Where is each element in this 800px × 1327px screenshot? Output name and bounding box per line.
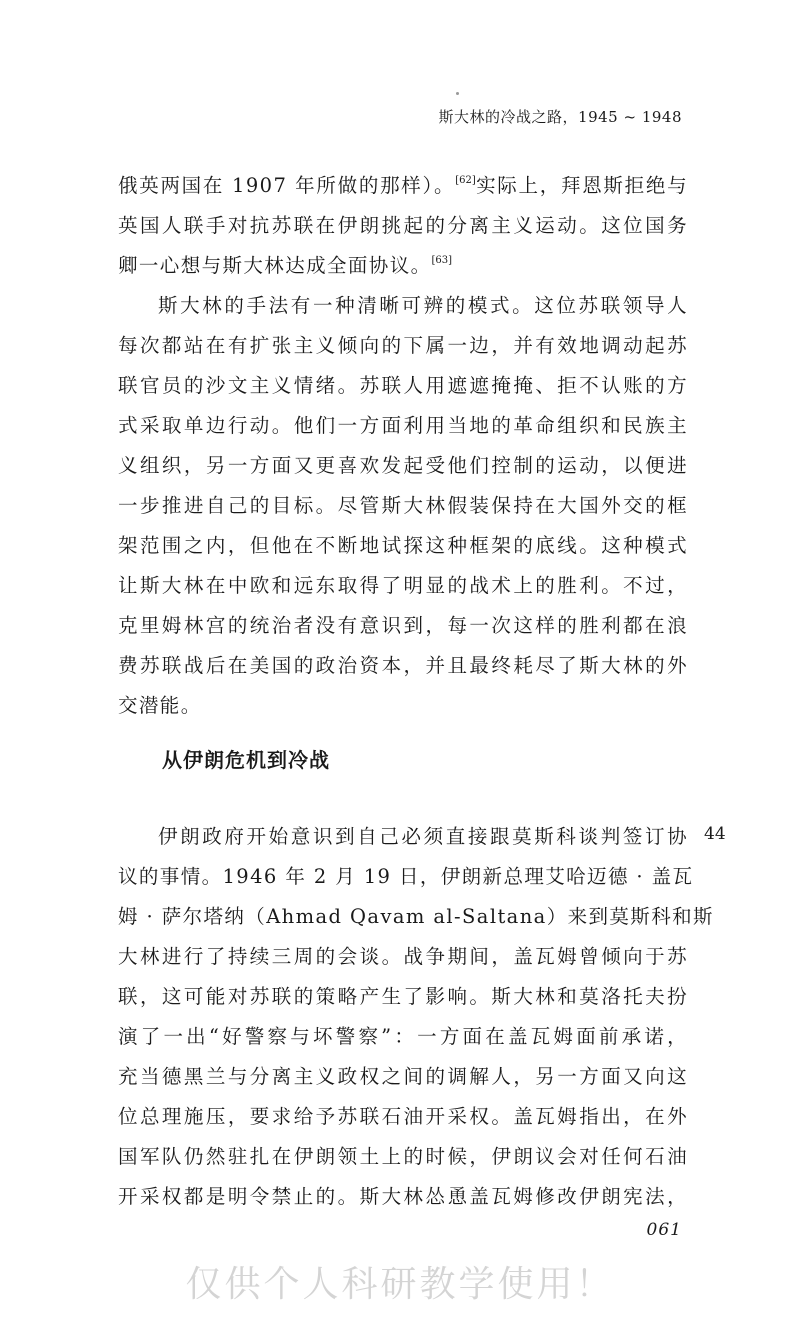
- text-line: 一步推进自己的目标。尽管斯大林假装保持在大国外交的框: [118, 494, 688, 517]
- text-line: 卿一心想与斯大林达成全面协议。[63]: [118, 254, 453, 277]
- watermark: 仅供个人科研教学使用！: [185, 1264, 615, 1305]
- text-line: 义组织，另一方面又更喜欢发起受他们控制的运动，以便进: [118, 454, 688, 477]
- paragraph-iran-crisis: [118, 817, 714, 1217]
- page-number: 061: [646, 1220, 682, 1240]
- text-line: 费苏联战后在美国的政治资本，并且最终耗尽了斯大林的外: [118, 654, 688, 677]
- running-header: 斯大林的冷战之路，1945 ~ 1948: [438, 108, 682, 126]
- text-line: 伊朗政府开始意识到自己必须直接跟莫斯科谈判签订协: [158, 825, 688, 848]
- text-line: 联，这可能对苏联的策略产生了影响。斯大林和莫洛托夫扮: [118, 985, 688, 1008]
- footnote-ref-62[interactable]: [62]: [455, 175, 476, 186]
- text-line: 式采取单边行动。他们一方面利用当地的革命组织和民族主: [118, 414, 688, 437]
- text-line: 大林进行了持续三周的会谈。战争期间，盖瓦姆曾倾向于苏: [118, 945, 688, 968]
- section-heading: 从伊朗危机到冷战: [162, 748, 330, 772]
- text-line: 演了一出“好警察与坏警察”：一方面在盖瓦姆面前承诺，: [118, 1025, 688, 1048]
- text-line: 克里姆林宫的统治者没有意识到，每一次这样的胜利都在浪: [118, 614, 688, 637]
- text-line: 联官员的沙文主义情绪。苏联人用遮遮掩掩、拒不认账的方: [118, 374, 688, 397]
- footnote-ref-63[interactable]: [63]: [431, 255, 453, 266]
- text-line: 开采权都是明令禁止的。斯大林怂恿盖瓦姆修改伊朗宪法，: [118, 1185, 688, 1208]
- margin-page-reference: 44: [704, 824, 726, 844]
- text-line: 斯大林的手法有一种清晰可辨的模式。这位苏联领导人: [158, 294, 688, 317]
- text-line: 交潜能。: [118, 694, 202, 717]
- text-line: 架范围之内，但他在不断地试探这种框架的底线。这种模式: [118, 534, 688, 557]
- paragraph-continuation: [118, 166, 688, 286]
- text-line: 让斯大林在中欧和远东取得了明显的战术上的胜利。不过，: [118, 574, 688, 597]
- text-line: 每次都站在有扩张主义倾向的下属一边，并有效地调动起苏: [118, 334, 688, 357]
- text-line: 国军队仍然驻扎在伊朗领土上的时候，伊朗议会对任何石油: [118, 1145, 688, 1168]
- text-line: 议的事情。1946 年 2 月 19 日，伊朗新总理艾哈迈德 · 盖瓦: [118, 865, 694, 888]
- paragraph-stalin-pattern: [118, 286, 688, 726]
- text-line: 充当德黑兰与分离主义政权之间的调解人，另一方面又向这: [118, 1065, 688, 1088]
- text-line: 姆 · 萨尔塔纳（Ahmad Qavam al-Saltana）来到莫斯科和斯: [118, 905, 714, 928]
- text-line: 位总理施压，要求给予苏联石油开采权。盖瓦姆指出，在外: [118, 1105, 688, 1128]
- text-line: 俄英两国在 1907 年所做的那样）。[62]实际上，拜恩斯拒绝与: [118, 174, 688, 197]
- text-line: 英国人联手对抗苏联在伊朗挑起的分离主义运动。这位国务: [118, 214, 688, 237]
- header-dot: [456, 92, 459, 95]
